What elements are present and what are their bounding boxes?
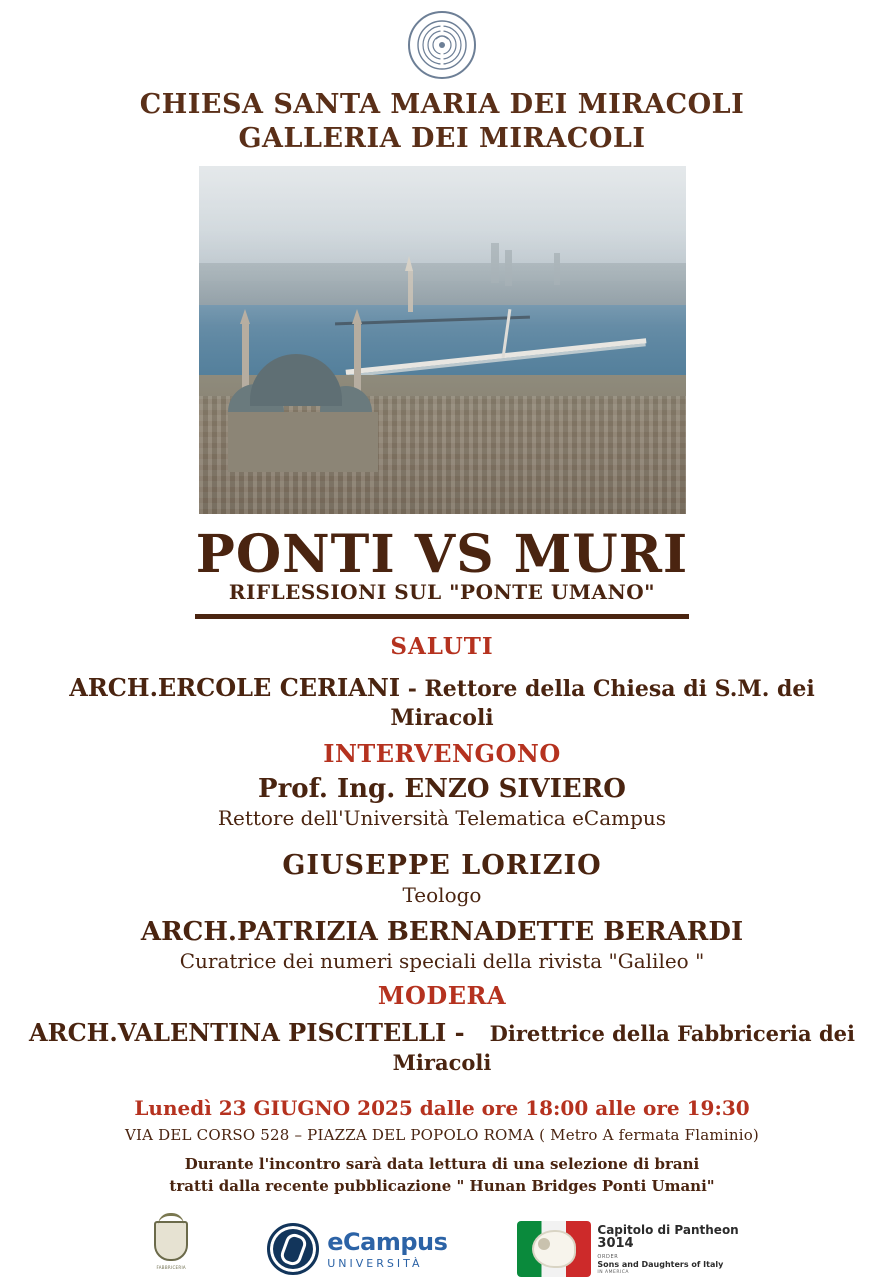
labyrinth-emblem-icon [408, 11, 476, 79]
speaker-3-name: ARCH.PATRIZIA BERNADETTE BERARDI [140, 917, 744, 947]
lion-icon [534, 1232, 574, 1266]
speaker-1-name: Prof. Ing. ENZO SIVIERO [258, 774, 626, 804]
moderator-label: MODERA [377, 981, 507, 1010]
osdia-chapter: Capitolo di Pantheon [597, 1222, 739, 1237]
event-note-line1: Durante l'incontro sarà data lettura di una selezione di brani [184, 1155, 700, 1173]
osdia-name: Sons and Daughters of Italy [597, 1259, 724, 1269]
greetings-label: SALUTI [390, 633, 494, 660]
page-title: PONTI VS MURI [195, 524, 689, 585]
photo-dome-main [250, 354, 342, 406]
ecampus-logo [267, 1223, 447, 1275]
ecampus-mark-icon [267, 1223, 319, 1275]
moderator-line [20, 1018, 864, 1076]
moderator-role: Direttrice della Fabbriceria dei Miracoli [392, 1021, 855, 1075]
photo-mosque [228, 354, 378, 474]
italian-flag-icon [517, 1221, 591, 1277]
event-datetime: Lunedì 23 GIUGNO 2025 dalle ore 18:00 alle ore 19:30 [134, 1096, 750, 1120]
page-subtitle: RIFLESSIONI SUL "PONTE UMANO" [228, 580, 656, 604]
ecampus-wordmark [327, 1227, 448, 1270]
speakers-label: INTERVENGONO [323, 739, 561, 768]
osdia-region: IN AMERICA [597, 1269, 630, 1275]
osdia-number: 3014 [597, 1235, 634, 1251]
ecampus-name: eCampus [327, 1227, 448, 1256]
osdia-order-label: ORDER [597, 1253, 619, 1260]
emblem-container [20, 6, 864, 84]
speaker-1-role: Rettore dell'Università Telematica eCampus [217, 806, 667, 830]
greeter-name: ARCH.ERCOLE CERIANI [69, 673, 401, 702]
divider [195, 614, 689, 619]
crest-ornament-icon [158, 1213, 184, 1228]
photo-mosque-base [228, 412, 378, 472]
fabbriceria-crest-logo [145, 1213, 197, 1285]
crest-caption: FABBRICERIA [156, 1265, 186, 1270]
speaker-2-role: Teologo [402, 883, 482, 907]
church-name-line1: CHIESA SANTA MARIA DEI MIRACOLI [139, 89, 745, 120]
moderator-name: ARCH.VALENTINA PISCITELLI - [29, 1018, 465, 1047]
speaker-3-role: Curatrice dei numeri speciali della rivista "Galileo " [179, 949, 705, 973]
istanbul-panorama-image [199, 166, 686, 514]
logos-row [20, 1213, 864, 1285]
ecampus-subtitle: UNIVERSITÀ [327, 1256, 423, 1270]
event-note-line2: tratti dalla recente pubblicazione " Hunan Bridges Ponti Umani" [169, 1177, 715, 1195]
greeter-role: - Rettore della Chiesa di S.M. dei Miracoli [390, 676, 815, 731]
speaker-2-name: GIUSEPPE LORIZIO [282, 850, 602, 881]
photo-haze [199, 166, 686, 326]
church-name-line2: GALLERIA DEI MIRACOLI [238, 123, 646, 154]
osdia-wordmark [597, 1224, 738, 1275]
greeter-line [20, 673, 864, 731]
event-note [20, 1153, 864, 1197]
osdia-logo [517, 1221, 738, 1277]
event-address: VIA DEL CORSO 528 – PIAZZA DEL POPOLO ROMA ( Metro A fermata Flaminio) [125, 1126, 759, 1144]
